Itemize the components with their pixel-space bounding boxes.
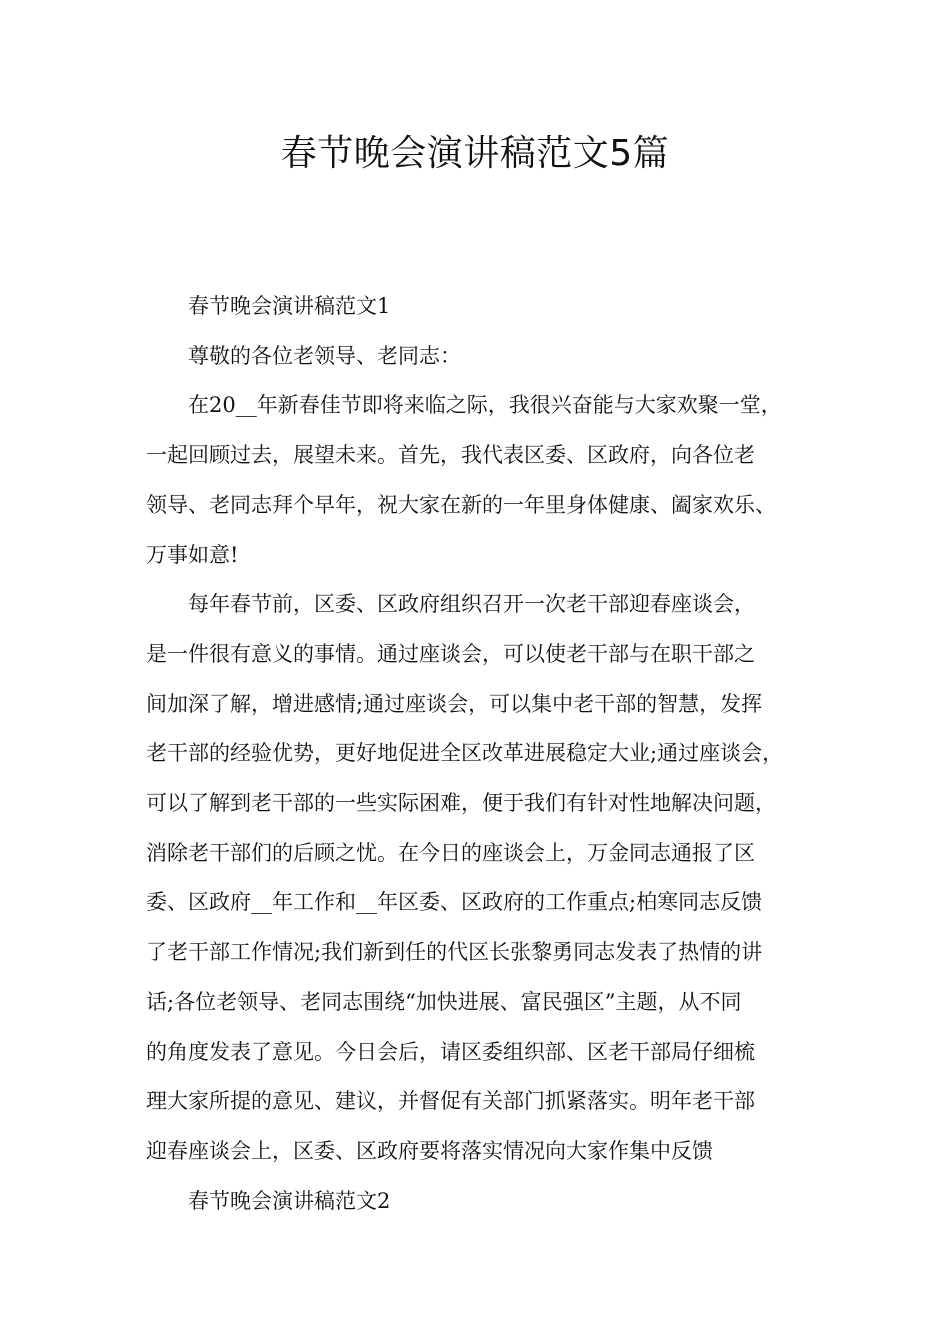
paragraph-line: 领导、老同志拜个早年，祝大家在新的一年里身体健康、阖家欢乐、 <box>146 492 776 517</box>
document-body <box>146 282 811 1226</box>
section-heading-2 <box>146 1177 811 1227</box>
paragraph-line: 间加深了解，增进感情;通过座谈会，可以集中老干部的智慧，发挥 <box>146 691 763 716</box>
section-heading-1 <box>146 282 811 332</box>
section-heading-text: 春节晚会演讲稿范文2 <box>188 1188 391 1213</box>
paragraph-line: 老干部的经验优势，更好地促进全区改革进展稳定大业;通过座谈会， <box>146 741 784 766</box>
paragraph-line: 每年春节前，区委、区政府组织召开一次老干部迎春座谈会， <box>188 592 755 617</box>
paragraph-line: 的角度发表了意见。今日会后，请区委组织部、区老干部局仔细梳 <box>146 1039 755 1064</box>
salutation <box>146 332 811 382</box>
paragraph-line: 一起回顾过去，展望未来。首先，我代表区委、区政府，向各位老 <box>146 443 755 468</box>
section-heading-text: 春节晚会演讲稿范文1 <box>188 294 391 318</box>
paragraph-line: 可以了解到老干部的一些实际困难，便于我们有针对性地解决问题， <box>146 791 776 816</box>
paragraph-line: 委、区政府__年工作和__年区委、区政府的工作重点;柏寒同志反馈 <box>146 890 763 915</box>
paragraph-line: 万事如意! <box>146 542 239 567</box>
paragraph-line: 了老干部工作情况;我们新到任的代区长张黎勇同志发表了热情的讲 <box>146 940 763 965</box>
paragraph-1 <box>146 381 811 580</box>
paragraph-line: 理大家所提的意见、建议，并督促有关部门抓紧落实。明年老干部 <box>146 1089 755 1114</box>
paragraph-line: 话;各位老领导、老同志围绕“加快进展、富民强区”主题，从不同 <box>146 989 742 1014</box>
paragraph-line: 是一件很有意义的事情。通过座谈会，可以使老干部与在职干部之 <box>146 641 755 666</box>
paragraph-2 <box>146 580 811 1176</box>
paragraph-line: 在20__年新春佳节即将来临之际，我很兴奋能与大家欢聚一堂， <box>188 393 782 418</box>
paragraph-line: 迎春座谈会上，区委、区政府要将落实情况向大家作集中反馈 <box>146 1138 713 1163</box>
document-title: 春节晚会演讲稿范文5篇 <box>280 133 670 174</box>
salutation-text: 尊敬的各位老领导、老同志： <box>188 343 461 368</box>
paragraph-line: 消除老干部们的后顾之忧。在今日的座谈会上，万金同志通报了区 <box>146 840 755 865</box>
